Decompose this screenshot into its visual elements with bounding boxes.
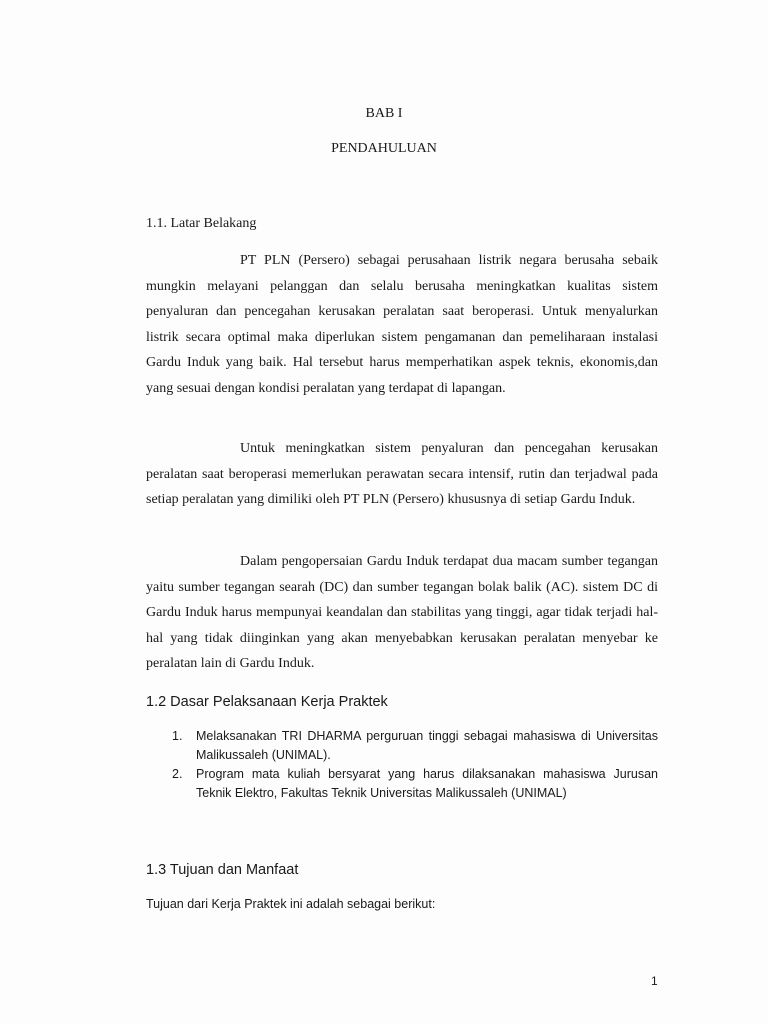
chapter-title: PENDAHULUAN [331, 141, 437, 156]
paragraph-3 [146, 549, 658, 677]
list-item-text: Melaksanakan TRI DHARMA perguruan tinggi sebagai mahasiswa di Universitas Malikussaleh (UNIMAL). [196, 729, 658, 762]
section-heading-tujuan-manfaat: 1.3 Tujuan dan Manfaat [146, 862, 299, 878]
list-item-number: 2. [172, 767, 183, 781]
paragraph-2 [146, 436, 658, 513]
page-number: 1 [651, 974, 658, 988]
list-item-text: Program mata kuliah bersyarat yang harus dilaksanakan mahasiswa Jurusan Teknik Elektro, Fakultas Teknik Universitas Malikussaleh (UNIMAL) [196, 767, 658, 800]
paragraph-1 [146, 248, 658, 401]
numbered-list [172, 727, 658, 803]
section-heading-latar-belakang: 1.1. Latar Belakang [146, 216, 257, 231]
paragraph-3-text: Dalam pengopersaian Gardu Induk terdapat dua macam sumber tegangan yaitu sumber tegangan searah (DC) dan sumber tegangan bolak balik (AC). sistem DC di Gardu Induk harus mempunyai keandalan dan stabilitas yang tinggi, agar tidak terjadi hal-hal yang tidak diinginkan yang akan menyebabkan kerusakan peralatan menyebar ke peralatan lain di Gardu Induk. [146, 554, 658, 671]
paragraph-1-text: PT PLN (Persero) sebagai perusahaan listrik negara berusaha sebaik mungkin melayani pelanggan dan selalu berusaha meningkatkan kualitas sistem penyaluran dan pencegahan kerusakan peralatan saat beroperasi. Untuk menyalurkan listrik secara optimal maka diperlukan sistem pengamanan dan pemeliharaan instalasi Gardu Induk yang baik. Hal tersebut harus memperhatikan aspek teknis, ekonomis,dan yang sesuai dengan kondisi peralatan yang terdapat di lapangan. [146, 253, 658, 396]
section-heading-dasar-pelaksanaan: 1.2 Dasar Pelaksanaan Kerja Praktek [146, 694, 388, 710]
chapter-label: BAB I [365, 106, 403, 121]
paragraph-2-text: Untuk meningkatkan sistem penyaluran dan pencegahan kerusakan peralatan saat beroperasi memerlukan perawatan secara intensif, rutin dan terjadwal pada setiap peralatan yang dimiliki oleh PT PLN (Persero) khususnya di setiap Gardu Induk. [146, 441, 658, 507]
list-item-number: 1. [172, 729, 183, 743]
list-item [172, 727, 658, 764]
list-item [172, 765, 658, 802]
purpose-intro-text: Tujuan dari Kerja Praktek ini adalah sebagai berikut: [146, 897, 436, 911]
